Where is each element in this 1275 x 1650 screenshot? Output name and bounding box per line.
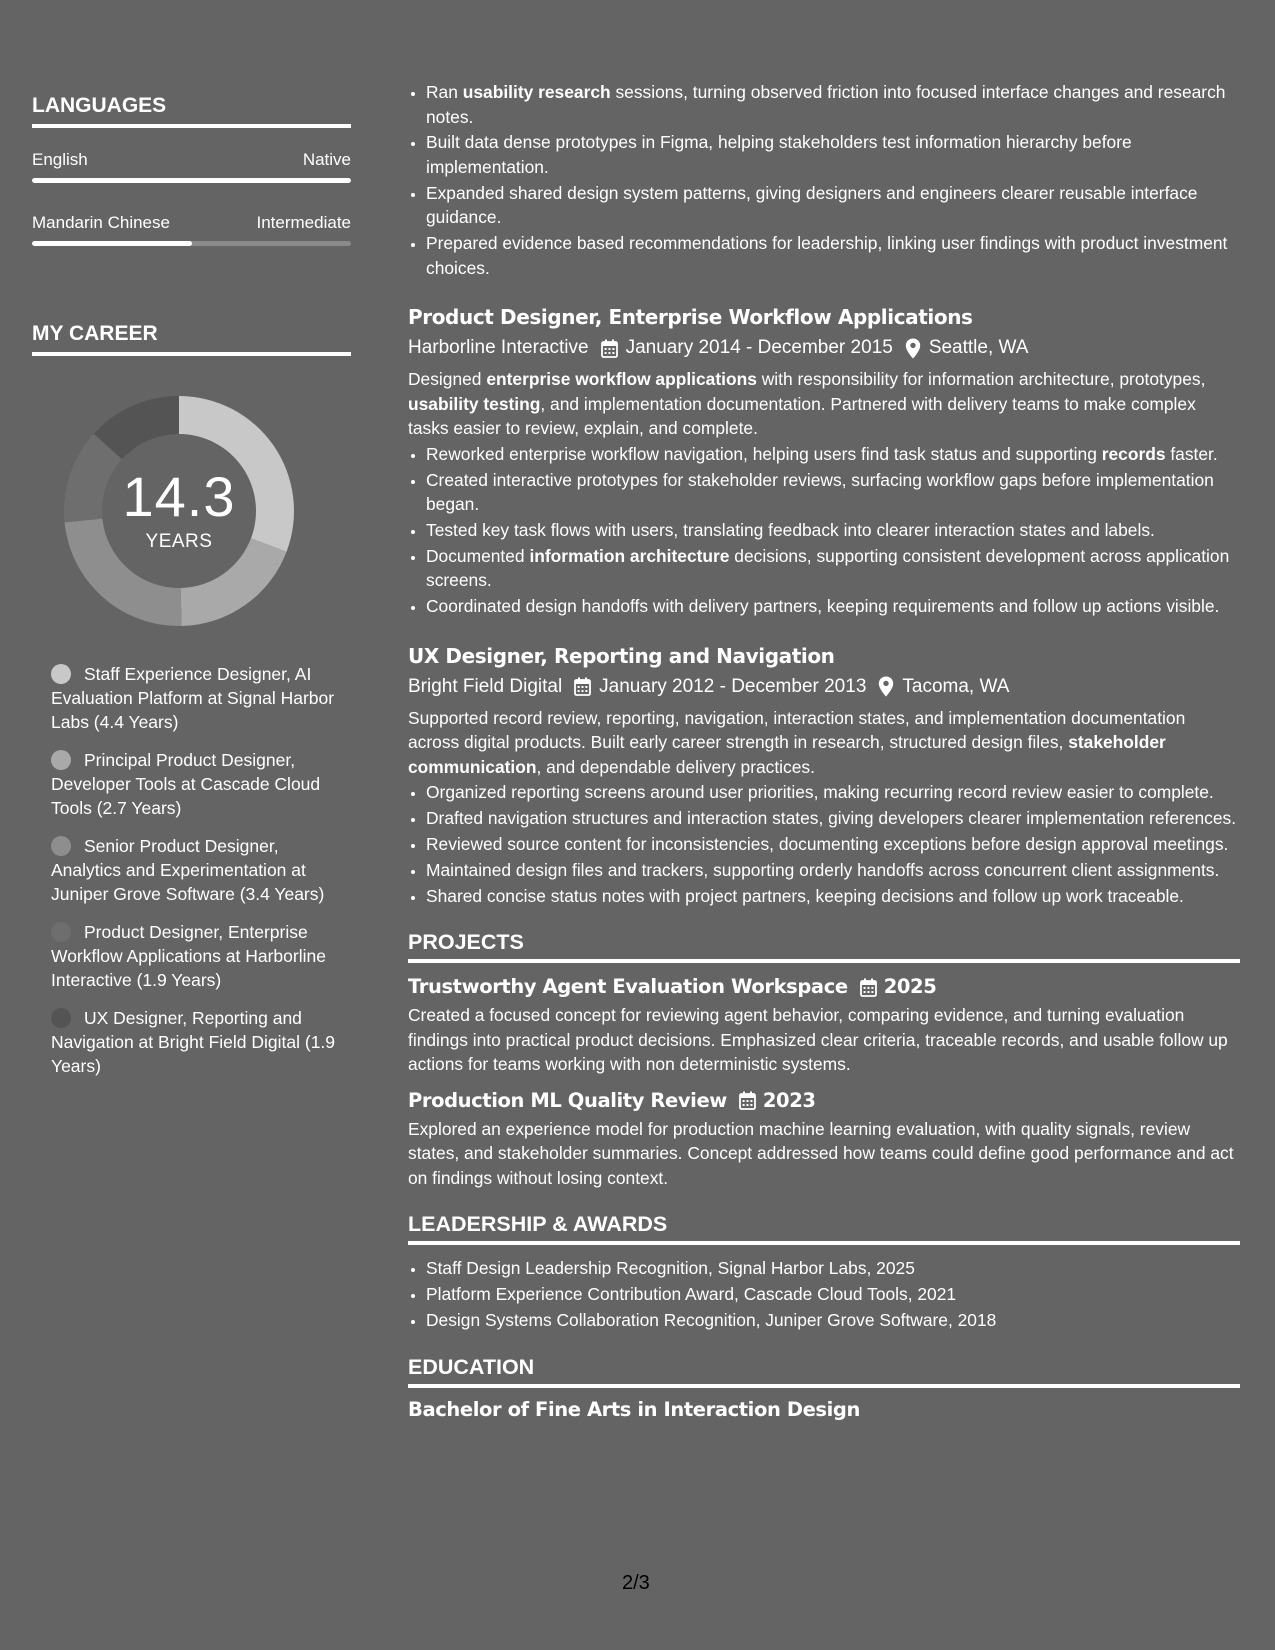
job-title: UX Designer, Reporting and Navigation bbox=[408, 643, 835, 668]
project-entry bbox=[408, 974, 1240, 1077]
award-item: • Platform Experience Contribution Award, Cascade Cloud Tools, 2021 bbox=[426, 1282, 1240, 1307]
career-legend-item bbox=[51, 1006, 351, 1078]
bullet-item: • Created interactive prototypes for stakeholder reviews, surfacing workflow gaps before implementation began. bbox=[426, 468, 1240, 517]
job-dates: January 2012 - December 2013 bbox=[599, 675, 867, 697]
language-proficiency-bar bbox=[32, 178, 351, 183]
location-pin-icon bbox=[866, 676, 902, 697]
language-item bbox=[32, 150, 351, 183]
project-title-row bbox=[408, 974, 1240, 1000]
project-description: Explored an experience model for production machine learning evaluation, with quality signals, review states, and stakeholder summaries. Concept addressed how teams could define good performance and act on findings without losing context. bbox=[408, 1118, 1234, 1188]
projects-list bbox=[408, 974, 1240, 1190]
career-total-years: 14.3 bbox=[122, 465, 236, 528]
language-name: English bbox=[32, 150, 88, 169]
bullet-item: • Built data dense prototypes in Figma, helping stakeholders test information hierarchy before implementation. bbox=[426, 130, 1240, 179]
calendar-icon bbox=[848, 978, 884, 997]
bullet-item: • Tested key task flows with users, translating feedback into clearer interaction states and labels. bbox=[426, 518, 1240, 543]
language-proficiency-fill bbox=[32, 241, 192, 246]
sidebar bbox=[32, 94, 351, 1092]
legend-dot bbox=[51, 750, 71, 770]
award-item: • Design Systems Collaboration Recognition, Juniper Grove Software, 2018 bbox=[426, 1308, 1240, 1333]
bullet-item: • Ran usability research sessions, turning observed friction into focused interface changes and research notes. bbox=[426, 80, 1240, 129]
job-entry bbox=[408, 304, 1240, 619]
job-meta bbox=[408, 335, 1240, 361]
languages-list bbox=[32, 150, 351, 246]
bullet-item: • Documented information architecture decisions, supporting consistent development across application screens. bbox=[426, 544, 1240, 593]
language-proficiency-bar bbox=[32, 241, 351, 246]
previous-job-bullets bbox=[408, 80, 1240, 280]
career-legend-item bbox=[51, 748, 351, 820]
bullet-item: • Drafted navigation structures and interaction states, giving developers clearer implementation references. bbox=[426, 806, 1240, 831]
legend-dot bbox=[51, 836, 71, 856]
job-meta bbox=[408, 674, 1240, 700]
page-number: 2/3 bbox=[622, 1572, 650, 1594]
career-legend-item bbox=[51, 662, 351, 734]
legend-label: Senior Product Designer, Analytics and Experimentation at Juniper Grove Software (3.4 Years) bbox=[51, 836, 325, 904]
project-title: Trustworthy Agent Evaluation Workspace bbox=[408, 975, 848, 999]
language-row bbox=[32, 150, 351, 170]
project-description: Created a focused concept for reviewing agent behavior, comparing evidence, and turning evaluation findings into practical product decisions. Emphasized clear criteria, traceable records, and usable follow up actions for teams working with non deterministic systems. bbox=[408, 1005, 1228, 1075]
bullet-item: • Maintained design files and trackers, supporting orderly handoffs across concurrent client assignments. bbox=[426, 858, 1240, 883]
job-company: Bright Field Digital bbox=[408, 675, 563, 697]
awards-heading: LEADERSHIP & AWARDS bbox=[408, 1212, 1240, 1245]
career-total-unit: YEARS bbox=[145, 531, 213, 552]
main-content bbox=[408, 80, 1240, 1421]
language-level: Native bbox=[302, 150, 351, 169]
project-year: 2025 bbox=[883, 975, 937, 999]
career-legend-item bbox=[51, 834, 351, 906]
bullet-item: • Coordinated design handoffs with delivery partners, keeping requirements and follow up actions visible. bbox=[426, 594, 1240, 619]
bullet-item: • Reworked enterprise workflow navigation, helping users find task status and supporting records faster. bbox=[426, 442, 1240, 467]
job-bullets bbox=[408, 442, 1240, 619]
language-proficiency-fill bbox=[32, 178, 351, 183]
job-company: Harborline Interactive bbox=[408, 337, 589, 359]
location-pin-icon bbox=[893, 338, 929, 359]
bullet-item: • Expanded shared design system patterns, giving designers and engineers clearer reusable interface guidance. bbox=[426, 181, 1240, 230]
job-title: Product Designer, Enterprise Workflow Applications bbox=[408, 305, 973, 330]
legend-label: Product Designer, Enterprise Workflow Applications at Harborline Interactive (1.9 Years) bbox=[51, 922, 326, 990]
project-title-row bbox=[408, 1088, 1240, 1114]
career-donut-chart bbox=[64, 396, 294, 626]
job-location: Seattle, WA bbox=[928, 337, 1029, 359]
award-item: • Staff Design Leadership Recognition, Signal Harbor Labs, 2025 bbox=[426, 1256, 1240, 1281]
experience-list bbox=[408, 304, 1240, 908]
project-title: Production ML Quality Review bbox=[408, 1088, 727, 1112]
language-row bbox=[32, 213, 351, 233]
job-entry bbox=[408, 643, 1240, 909]
career-legend bbox=[32, 662, 351, 1078]
job-dates: January 2014 - December 2015 bbox=[625, 337, 893, 359]
job-location: Tacoma, WA bbox=[902, 675, 1010, 697]
legend-dot bbox=[51, 664, 71, 684]
legend-label: Principal Product Designer, Developer Tools at Cascade Cloud Tools (2.7 Years) bbox=[51, 750, 321, 818]
project-entry bbox=[408, 1088, 1240, 1191]
bullet-item: • Reviewed source content for inconsistencies, documenting exceptions before design approval meetings. bbox=[426, 832, 1240, 857]
language-name: Mandarin Chinese bbox=[32, 213, 170, 232]
career-legend-item bbox=[51, 920, 351, 992]
projects-heading: PROJECTS bbox=[408, 930, 1240, 963]
calendar-icon bbox=[727, 1091, 763, 1110]
job-summary: Designed enterprise workflow applications with responsibility for information architecture, prototypes, usability testing, and implementation documentation. Partnered with delivery teams to make complex tasks easier to review, explain, and complete. bbox=[408, 369, 1206, 439]
bullet-item: • Organized reporting screens around user priorities, making recurring record review easier to complete. bbox=[426, 780, 1240, 805]
awards-list bbox=[408, 1256, 1240, 1332]
career-heading: MY CAREER bbox=[32, 322, 351, 356]
language-item bbox=[32, 213, 351, 246]
calendar-icon bbox=[562, 677, 599, 696]
education-heading: EDUCATION bbox=[408, 1355, 1240, 1388]
legend-label: Staff Experience Designer, AI Evaluation Platform at Signal Harbor Labs (4.4 Years) bbox=[51, 664, 335, 732]
language-level: Intermediate bbox=[256, 213, 351, 232]
education-degree: Bachelor of Fine Arts in Interaction Design bbox=[408, 1397, 860, 1421]
languages-heading: LANGUAGES bbox=[32, 94, 351, 128]
legend-label: UX Designer, Reporting and Navigation at Bright Field Digital (1.9 Years) bbox=[51, 1008, 336, 1076]
legend-dot bbox=[51, 922, 71, 942]
bullet-item: • Prepared evidence based recommendations for leadership, linking user findings with product investment choices. bbox=[426, 231, 1240, 280]
donut-center bbox=[64, 396, 294, 626]
job-bullets bbox=[408, 780, 1240, 908]
job-summary: Supported record review, reporting, navigation, interaction states, and implementation documentation across digital products. Built early career strength in research, structured design files, stakeholder communication, and dependable delivery practices. bbox=[408, 707, 1186, 777]
legend-dot bbox=[51, 1008, 71, 1028]
project-year: 2023 bbox=[762, 1088, 816, 1112]
calendar-icon bbox=[589, 339, 626, 358]
bullet-item: • Shared concise status notes with project partners, keeping decisions and follow up work traceable. bbox=[426, 884, 1240, 909]
